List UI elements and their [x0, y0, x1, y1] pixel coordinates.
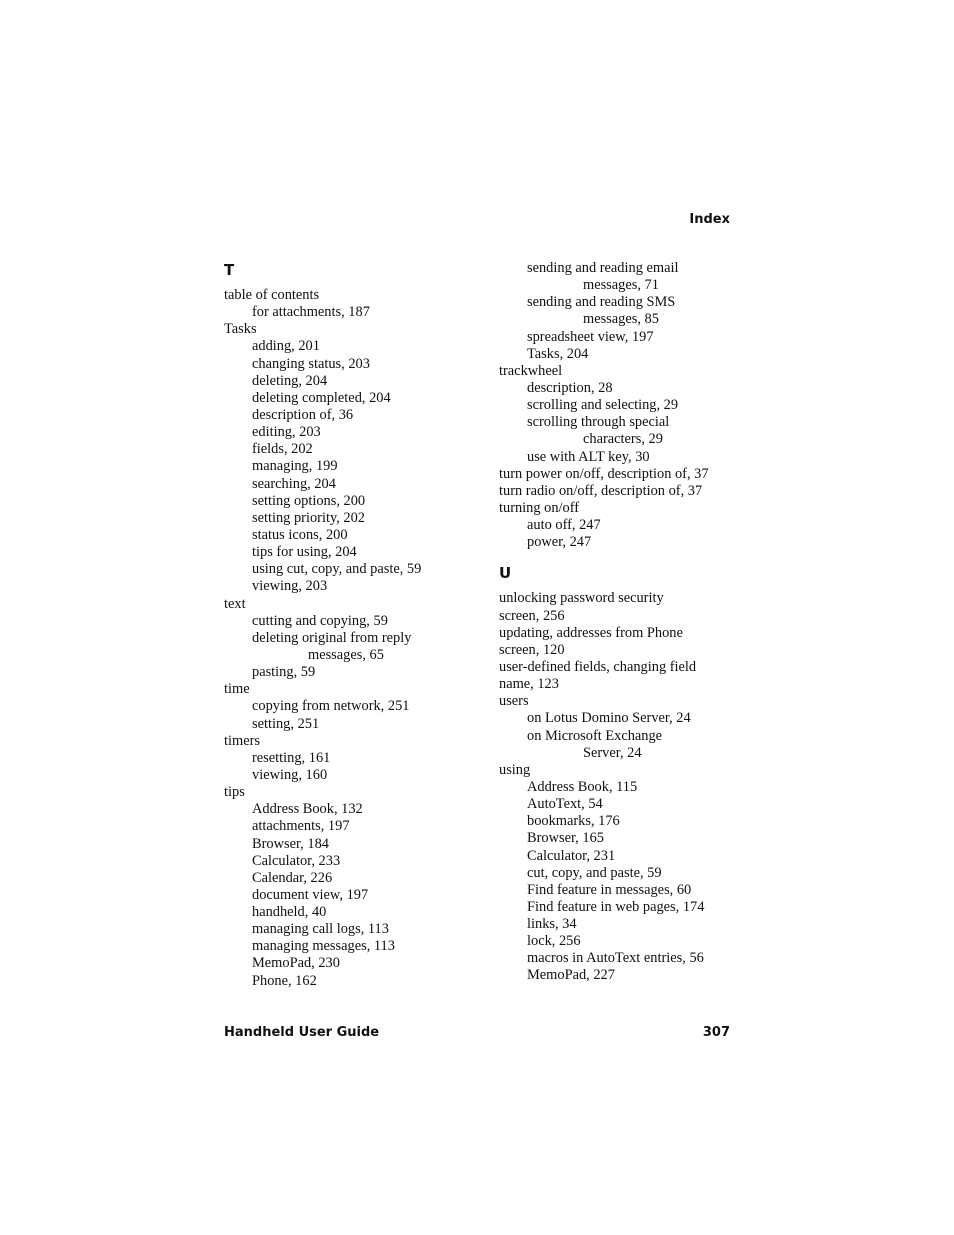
index-subentry: setting, 251: [252, 715, 320, 732]
index-subentry: Server, 24: [583, 744, 642, 761]
index-subentry: status icons, 200: [252, 526, 348, 543]
index-subentry: changing status, 203: [252, 355, 370, 372]
index-subentry: messages, 85: [583, 311, 659, 328]
index-entry: time: [224, 681, 250, 698]
index-subentry: description of, 36: [252, 406, 354, 423]
index-subentry: on Microsoft Exchange: [527, 727, 663, 744]
index-subentry: setting options, 200: [252, 492, 366, 509]
index-entry: users: [499, 693, 529, 710]
index-subentry: setting priority, 202: [252, 509, 365, 526]
index-subentry: scrolling and selecting, 29: [527, 397, 679, 414]
index-subentry: Browser, 184: [252, 835, 329, 852]
index-subentry: messages, 65: [308, 646, 384, 663]
index-subentry: scrolling through special: [527, 414, 670, 431]
index-entry: unlocking password security: [499, 590, 664, 607]
index-entry: turn power on/off, description of, 37: [499, 465, 709, 482]
index-subentry: messages, 71: [583, 277, 659, 294]
index-subentry: macros in AutoText entries, 56: [527, 950, 704, 967]
index-subentry: deleting, 204: [252, 372, 328, 389]
index-subentry: document view, 197: [252, 886, 369, 903]
index-subentry: cutting and copying, 59: [252, 612, 388, 629]
index-entry: using: [499, 761, 531, 778]
index-subentry: sending and reading SMS: [527, 294, 676, 311]
index-subentry: searching, 204: [252, 475, 336, 492]
index-subentry: adding, 201: [252, 338, 320, 355]
running-header: Index: [689, 212, 730, 227]
index-subentry: managing, 199: [252, 458, 338, 475]
index-entry: trackwheel: [499, 362, 563, 379]
index-subentry: Calculator, 231: [527, 847, 616, 864]
index-subentry: auto off, 247: [527, 517, 601, 534]
index-column-left: [224, 260, 474, 990]
index-entry: text: [224, 595, 246, 612]
index-subentry: MemoPad, 227: [527, 967, 615, 984]
index-subentry: fields, 202: [252, 441, 313, 458]
index-subentry: links, 34: [527, 916, 577, 933]
index-subentry: sending and reading email: [527, 260, 679, 276]
index-subentry: Phone, 162: [252, 972, 317, 989]
index-subentry: Browser, 165: [527, 830, 604, 847]
index-subentry: Find feature in messages, 60: [527, 881, 692, 898]
index-entry: screen, 120: [499, 641, 565, 658]
index-entry: name, 123: [499, 676, 559, 693]
index-subentry: characters, 29: [583, 431, 663, 448]
index-subentry: bookmarks, 176: [527, 813, 620, 830]
index-entry: user-defined fields, changing field: [499, 658, 697, 675]
section-letter: U: [499, 564, 512, 583]
index-subentry: Address Book, 115: [527, 778, 638, 795]
index-subentry: lock, 256: [527, 933, 581, 950]
index-subentry: use with ALT key, 30: [527, 448, 650, 465]
index-subentry: attachments, 197: [252, 818, 350, 835]
section-letter: T: [224, 261, 235, 279]
index-subentry: description, 28: [527, 379, 613, 396]
index-subentry: AutoText, 54: [527, 796, 603, 813]
index-subentry: for attachments, 187: [252, 304, 370, 321]
index-subentry: Calendar, 226: [252, 869, 333, 886]
index-subentry: viewing, 203: [252, 578, 328, 595]
index-subentry: MemoPad, 230: [252, 955, 340, 972]
index-entry: timers: [224, 732, 260, 749]
index-subentry: on Lotus Domino Server, 24: [527, 710, 691, 727]
index-entry: updating, addresses from Phone: [499, 624, 683, 641]
index-entry: table of contents: [224, 287, 320, 303]
index-subentry: Address Book, 132: [252, 801, 363, 818]
index-subentry: deleting original from reply: [252, 629, 412, 646]
index-entry: tips: [224, 784, 245, 801]
index-subentry: cut, copy, and paste, 59: [527, 864, 662, 881]
index-subentry: Calculator, 233: [252, 852, 341, 869]
index-subentry: editing, 203: [252, 424, 321, 441]
index-subentry: pasting, 59: [252, 664, 316, 681]
index-subentry: power, 247: [527, 534, 592, 551]
index-subentry: managing messages, 113: [252, 938, 395, 955]
index-subentry: copying from network, 251: [252, 698, 410, 715]
index-entry: turn radio on/off, description of, 37: [499, 482, 703, 499]
index-subentry: using cut, copy, and paste, 59: [252, 561, 422, 578]
footer-page-number: 307: [702, 1025, 730, 1040]
index-subentry: tips for using, 204: [252, 544, 357, 561]
index-subentry: deleting completed, 204: [252, 389, 391, 406]
index-subentry: resetting, 161: [252, 749, 331, 766]
index-entry: screen, 256: [499, 607, 565, 624]
index-column-right: [499, 260, 749, 985]
index-subentry: spreadsheet view, 197: [527, 328, 654, 345]
footer-book-title: Handheld User Guide: [224, 1025, 380, 1040]
index-subentry: handheld, 40: [252, 904, 327, 921]
index-subentry: Find feature in web pages, 174: [527, 898, 705, 915]
index-subentry: Tasks, 204: [527, 345, 589, 362]
index-subentry: managing call logs, 113: [252, 921, 389, 938]
index-subentry: viewing, 160: [252, 766, 328, 783]
index-entry: Tasks: [224, 321, 257, 338]
index-entry: turning on/off: [499, 499, 580, 516]
